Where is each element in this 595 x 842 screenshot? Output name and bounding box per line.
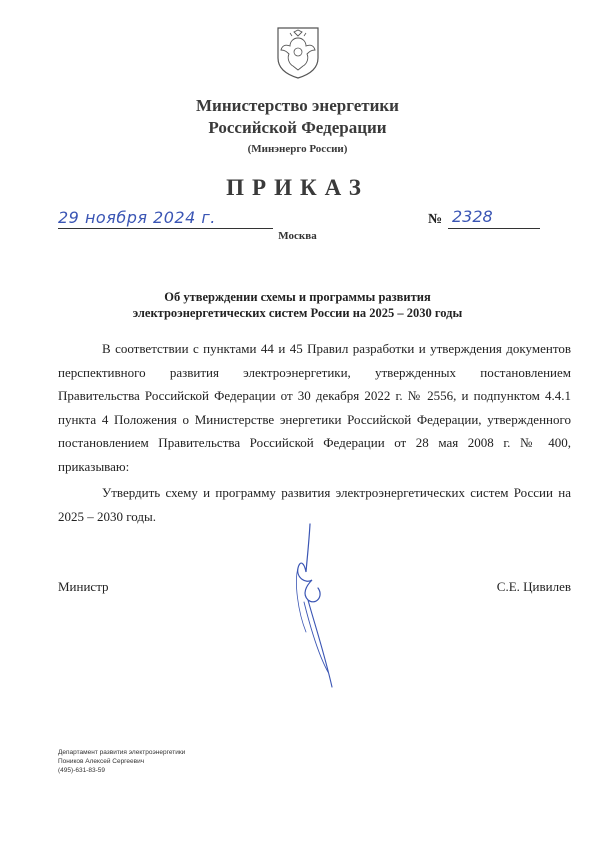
subject-line-2: электроэнергетических систем России на 2025 – 2030 годы [132,306,463,320]
ministry-short-name: (Минэнерго России) [247,143,348,155]
coat-of-arms-icon [275,24,321,80]
signer-role: Министр [58,579,109,594]
subject-line-1: Об утверждении схемы и программы развития [164,290,431,304]
order-number-sign: № [428,212,443,227]
order-number: 2328 [452,207,493,226]
order-title: ПРИКАЗ [226,175,369,200]
body-paragraph-1: В соответствии с пунктами 44 и 45 Правил разработки и утверждения документов перспективного развития электроэнергетики, утвержденных постановлением Правительства Российской Федерации от 30 декабря 2022 г. № 2556, и подпунктом 4.4.1 пункта 4 Положения о Министерстве энергетики Российской Федерации, утвержденного постановлением Правительства Российской Федерации от 28 мая 2008 г. № 400, приказываю: [58,341,571,474]
order-subject [60,289,535,321]
order-city: Москва [278,230,317,242]
executor-department: Департамент развития электроэнергетики [58,749,186,756]
number-underline [448,228,540,229]
executor-name: Поников Алексей Сергеевич [58,758,145,765]
signer-name: С.Е. Цивилев [496,579,571,594]
ministry-name: Министерство энергетики [196,96,399,115]
signature-image [280,522,355,692]
order-date: 29 ноября 2024 г. [58,208,216,227]
ministry-country: Российской Федерации [208,118,387,137]
date-underline [58,228,273,229]
executor-phone: (495)-631-83-59 [58,767,105,774]
body-paragraph-2: Утвердить схему и программу развития электроэнергетических систем России на 2025 – 2030 годы. [58,485,571,524]
executor-info [58,748,185,775]
